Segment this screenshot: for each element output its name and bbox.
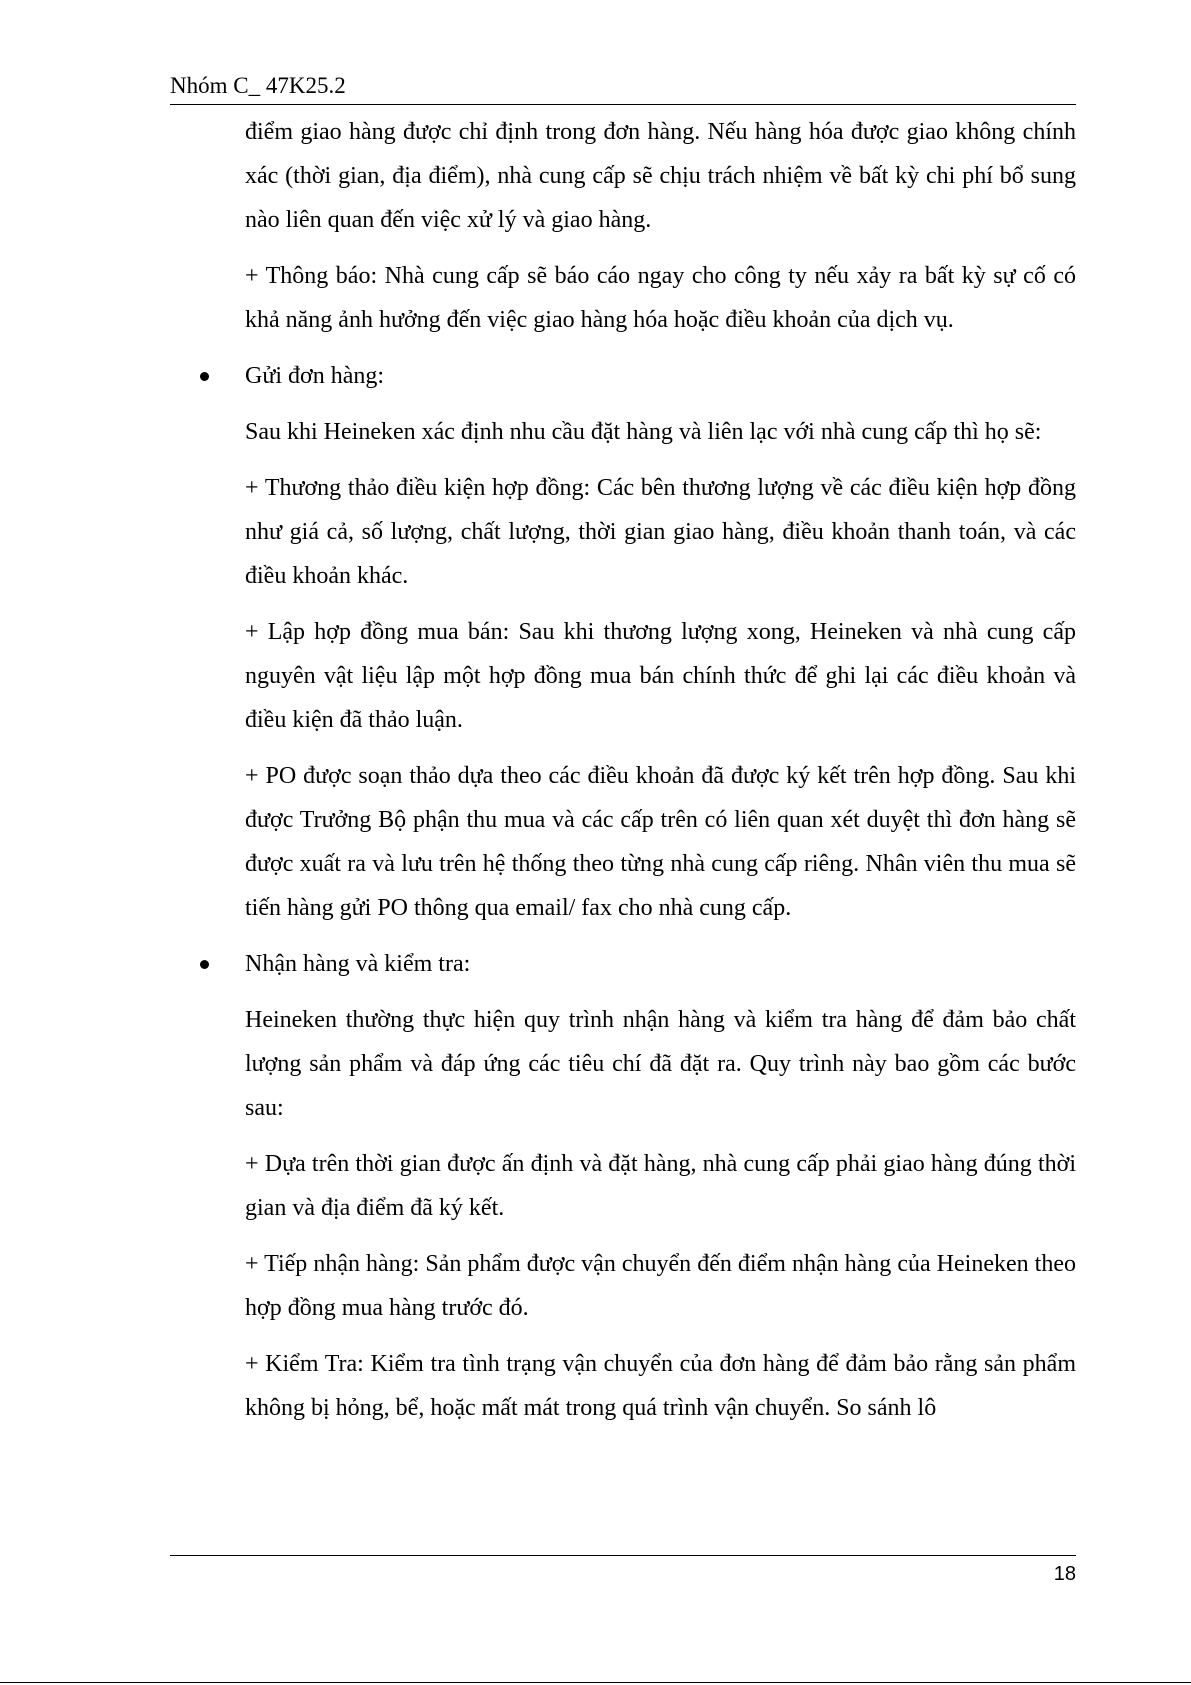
bullet-heading: Nhận hàng và kiểm tra: [245,951,471,977]
paragraph: + Thương thảo điều kiện hợp đồng: Các bên thương lượng về các điều kiện hợp đồng như giá cả, số lượng, chất lượng, thời gian giao hàng, điều khoản thanh toán, và các điều khoản khác. [245,475,1076,589]
page-body [245,110,1076,1430]
header-divider [170,104,1076,105]
bullet-icon [200,960,209,969]
paragraph: điểm giao hàng được chỉ định trong đơn hàng. Nếu hàng hóa được giao không chính xác (thời gian, địa điểm), nhà cung cấp sẽ chịu trách nhiệm về bất kỳ chi phí bổ sung nào liên quan đến việc xử lý và giao hàng. [245,119,1076,233]
bullet-item [245,942,1076,986]
bullet-heading: Gửi đơn hàng: [245,363,385,389]
paragraph: + PO được soạn thảo dựa theo các điều khoản đã được ký kết trên hợp đồng. Sau khi được Trưởng Bộ phận thu mua và các cấp trên có liên quan xét duyệt thì đơn hàng sẽ được xuất ra và lưu trên hệ thống theo từng nhà cung cấp riêng. Nhân viên thu mua sẽ tiến hàng gửi PO thông qua email/ fax cho nhà cung cấp. [245,763,1076,921]
footer-divider [170,1555,1076,1556]
paragraph: Heineken thường thực hiện quy trình nhận hàng và kiểm tra hàng để đảm bảo chất lượng sản phẩm và đáp ứng các tiêu chí đã đặt ra. Quy trình này bao gồm các bước sau: [245,1007,1076,1121]
paragraph: + Kiểm Tra: Kiểm tra tình trạng vận chuyển của đơn hàng để đảm bảo rằng sản phẩm không bị hỏng, bể, hoặc mất mát trong quá trình vận chuyển. So sánh lô [245,1351,1076,1421]
paragraph: + Tiếp nhận hàng: Sản phẩm được vận chuyển đến điểm nhận hàng của Heineken theo hợp đồng mua hàng trước đó. [245,1251,1076,1321]
page-bottom-edge [0,1682,1191,1683]
running-header: Nhóm C_ 47K25.2 [170,73,346,98]
page-number: 18 [1053,1563,1076,1585]
bullet-icon [200,372,209,381]
paragraph: + Thông báo: Nhà cung cấp sẽ báo cáo ngay cho công ty nếu xảy ra bất kỳ sự cố có khả năng ảnh hưởng đến việc giao hàng hóa hoặc điều khoản của dịch vụ. [245,263,1076,333]
bullet-item [245,354,1076,398]
paragraph: + Dựa trên thời gian được ấn định và đặt hàng, nhà cung cấp phải giao hàng đúng thời gian và địa điểm đã ký kết. [245,1151,1076,1221]
paragraph: Sau khi Heineken xác định nhu cầu đặt hàng và liên lạc với nhà cung cấp thì họ sẽ: [245,419,1042,445]
paragraph: + Lập hợp đồng mua bán: Sau khi thương lượng xong, Heineken và nhà cung cấp nguyên vật liệu lập một hợp đồng mua bán chính thức để ghi lại các điều khoản và điều kiện đã thảo luận. [245,619,1076,733]
